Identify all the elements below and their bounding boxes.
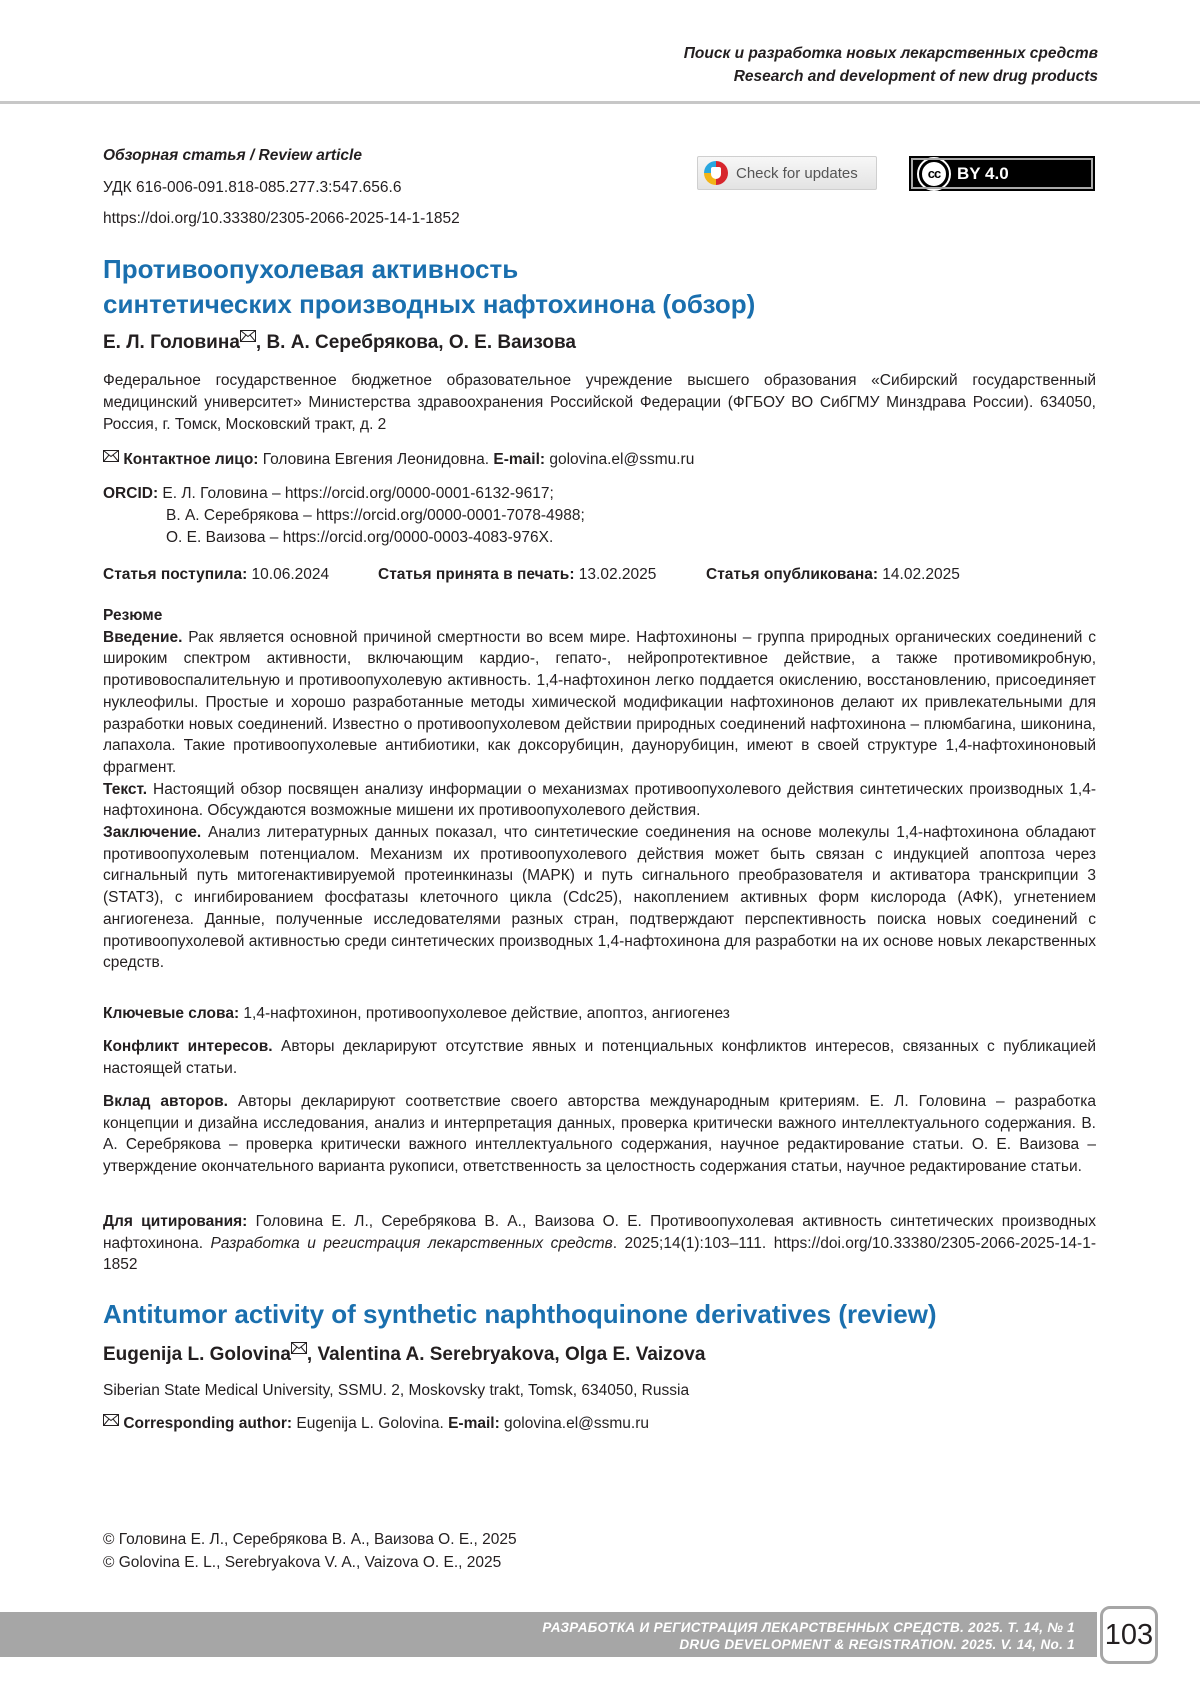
orcid-author-1[interactable]: Е. Л. Головина – https://orcid.org/0000-0001-6132-9617; bbox=[158, 485, 554, 502]
footer-journal-en: DRUG DEVELOPMENT & REGISTRATION. 2025. V. 14, No. 1 bbox=[679, 1637, 1075, 1652]
affiliation-en: Siberian State Medical University, SSMU. 2, Moskovsky trakt, Tomsk, 634050, Russia bbox=[103, 1382, 690, 1399]
orcid-block bbox=[103, 483, 585, 549]
check-for-updates-button[interactable] bbox=[697, 156, 877, 190]
keywords: Ключевые слова: 1,4-нафтохинон, противоопухолевое действие, апоптоз, ангиогенез bbox=[103, 1005, 730, 1022]
authors-ru bbox=[103, 330, 576, 354]
accepted-date: Статья принята в печать: 13.02.2025 bbox=[378, 566, 657, 583]
header-divider bbox=[0, 101, 1200, 104]
conflict-of-interest: Конфликт интересов. Авторы декларируют отсутствие явных и потенциальных конфликтов интересов, связанных с публикацией настоящей статьи. bbox=[103, 1038, 1096, 1077]
check-for-updates-label: Check for updates bbox=[736, 164, 858, 182]
title-ru-line1: Противоопухолевая активность bbox=[103, 254, 519, 284]
contact-en bbox=[103, 1413, 649, 1435]
article-meta bbox=[103, 146, 460, 229]
contact-label-en: Corresponding author: bbox=[123, 1415, 293, 1432]
check-for-updates-icon bbox=[704, 161, 728, 185]
author-1: Е. Л. Головина bbox=[103, 332, 240, 353]
abstract-conclusion: Заключение. Анализ литературных данных показал, что синтетические соединения на основе молекулы 1,4-нафтохинона обладают противоопухолевым потенциалом. Механизм их противоопухолевого действия может быть связан с индукцией апоптоза через сигнальный путь митогенактивируемой протеинкиназы (МАРК) и путь сигнального преобразователя и активатора транскрипции 3 (STAT3), с ингибированием фосфатазы клеточного цикла (Cdc25), накоплением активных форм кислорода (АФК), угнетением ангиогенеза. Данные, полученные исследователями разных стран, подтверждают перспективность поиска новых соединений с противоопухолевой активностью среди синтетических производных 1,4-нафтохинона для разработки на их основе новых лекарственных средств. bbox=[103, 824, 1096, 972]
footer-journal bbox=[542, 1619, 1075, 1653]
envelope-icon bbox=[103, 450, 119, 462]
authors-rest: , В. А. Серебрякова, О. Е. Ваизова bbox=[255, 332, 576, 353]
author-contributions: Вклад авторов. Авторы декларируют соответствие своего авторства международным критериям. Е. Л. Головина – разработка концепции и дизайна исследования, анализ и интерпретация данных, проверка критически важного интеллектуального содержания. В. А. Серебрякова – проверка критически важного интеллектуального содержания, научное редактирование статьи. О. Е. Ваизова – утверждение окончательного варианта рукописи, ответственность за целостность содержания статьи, научное редактирование статьи. bbox=[103, 1093, 1096, 1176]
authors-en bbox=[103, 1342, 705, 1366]
footer-journal-ru: РАЗРАБОТКА И РЕГИСТРАЦИЯ ЛЕКАРСТВЕННЫХ СРЕДСТВ. 2025. Т. 14, № 1 bbox=[542, 1620, 1075, 1635]
abstract-introduction: Введение. Рак является основной причиной смертности во всем мире. Нафтохиноны – группа природных органических соединений с широким спектром активности, включающим кардио-, гепато-, нейропротективное действие, а также противомикробную, противовоспалительную и противоопухолевую активность. 1,4-нафтохинон легко поддается окислению, восстановлению, присоединяет нуклеофилы. Простые и хорошо разработанные методы химической модификации нафтохинонов делают их привлекательными для разработки новых соединений. Известно о противоопухолевом действии природных соединений нафтохинона – плюмбагина, шиконина, лапахола. Такие противоопухолевые антибиотики, как доксорубицин, даунорубицин, имеют в своей структуре 1,4-нафтохиноновый фрагмент. bbox=[103, 628, 1096, 776]
orcid-author-2[interactable]: В. А. Серебрякова – https://orcid.org/0000-0001-7078-4988; bbox=[166, 507, 585, 524]
email-label-en: E-mail: bbox=[448, 1415, 500, 1432]
copyright bbox=[103, 1528, 517, 1574]
copyright-ru: © Головина Е. Л., Серебрякова В. А., Ваизова О. Е., 2025 bbox=[103, 1531, 517, 1548]
running-header bbox=[684, 42, 1098, 88]
license-label: BY 4.0 bbox=[957, 163, 1009, 183]
creative-commons-icon: cc bbox=[919, 159, 949, 189]
abstract-heading: Резюме bbox=[103, 607, 163, 624]
affiliation-ru: Федеральное государственное бюджетное образовательное учреждение высшего образования «Сибирский государственный медицинский университет» Министерства здравоохранения Российской Федерации (ФГБОУ ВО СибГМУ Минздрава России). 634050, Россия, г. Томск, Московский тракт, д. 2 bbox=[103, 372, 1096, 433]
doi-link[interactable]: https://doi.org/10.33380/2305-2066-2025-14-1-1852 bbox=[103, 210, 460, 227]
contact-ru bbox=[103, 449, 694, 471]
published-date: Статья опубликована: 14.02.2025 bbox=[706, 566, 960, 583]
title-ru-line2: синтетических производных нафтохинона (обзор) bbox=[103, 289, 756, 319]
contact-label: Контактное лицо: bbox=[123, 451, 259, 468]
envelope-icon bbox=[103, 1414, 119, 1426]
cc-license-badge[interactable] bbox=[909, 156, 1095, 191]
running-header-en: Research and development of new drug products bbox=[733, 68, 1098, 85]
title-ru bbox=[103, 252, 1003, 322]
orcid-label: ORCID: bbox=[103, 485, 159, 502]
article-type: Обзорная статья / Review article bbox=[103, 147, 362, 164]
title-en: Antitumor activity of synthetic naphthoquinone derivatives (review) bbox=[103, 1299, 937, 1329]
received-date: Статья поступила: 10.06.2024 bbox=[103, 566, 330, 583]
contact-name-en: Eugenija L. Golovina. bbox=[292, 1415, 449, 1432]
orcid-author-3[interactable]: О. Е. Ваизова – https://orcid.org/0000-0003-4083-976X. bbox=[166, 529, 554, 546]
citation: Для цитирования: Головина Е. Л., Серебрякова В. А., Ваизова О. Е. Противоопухолевая активность синтетических производных нафтохинона. Разработка и регистрация лекарственных средств. 2025;14(1):103–111. https://doi.org/10.33380/2305-2066-2025-14-1-1852 bbox=[103, 1213, 1096, 1274]
copyright-en: © Golovina E. L., Serebryakova V. A., Vaizova O. E., 2025 bbox=[103, 1554, 502, 1571]
abstract-text: Текст. Настоящий обзор посвящен анализу информации о механизмах противоопухолевого действия синтетических производных 1,4-нафтохинона. Обсуждаются возможные мишени их противоопухолевого действия. bbox=[103, 780, 1096, 820]
contact-name: Головина Евгения Леонидовна. bbox=[258, 451, 494, 468]
page-number: 103 bbox=[1100, 1606, 1158, 1664]
udk-code: УДК 616-006-091.818-085.277.3:547.656.6 bbox=[103, 179, 402, 196]
email-link[interactable]: golovina.el@ssmu.ru bbox=[545, 451, 695, 468]
author-1-en: Eugenija L. Golovina bbox=[103, 1344, 291, 1365]
email-label: E-mail: bbox=[493, 451, 546, 468]
abstract bbox=[103, 605, 1096, 974]
authors-rest-en: , Valentina A. Serebryakova, Olga E. Vaizova bbox=[306, 1344, 706, 1365]
email-link-en[interactable]: golovina.el@ssmu.ru bbox=[499, 1415, 650, 1432]
envelope-icon bbox=[240, 330, 256, 342]
running-header-ru: Поиск и разработка новых лекарственных средств bbox=[683, 45, 1098, 62]
envelope-icon bbox=[291, 1342, 307, 1354]
